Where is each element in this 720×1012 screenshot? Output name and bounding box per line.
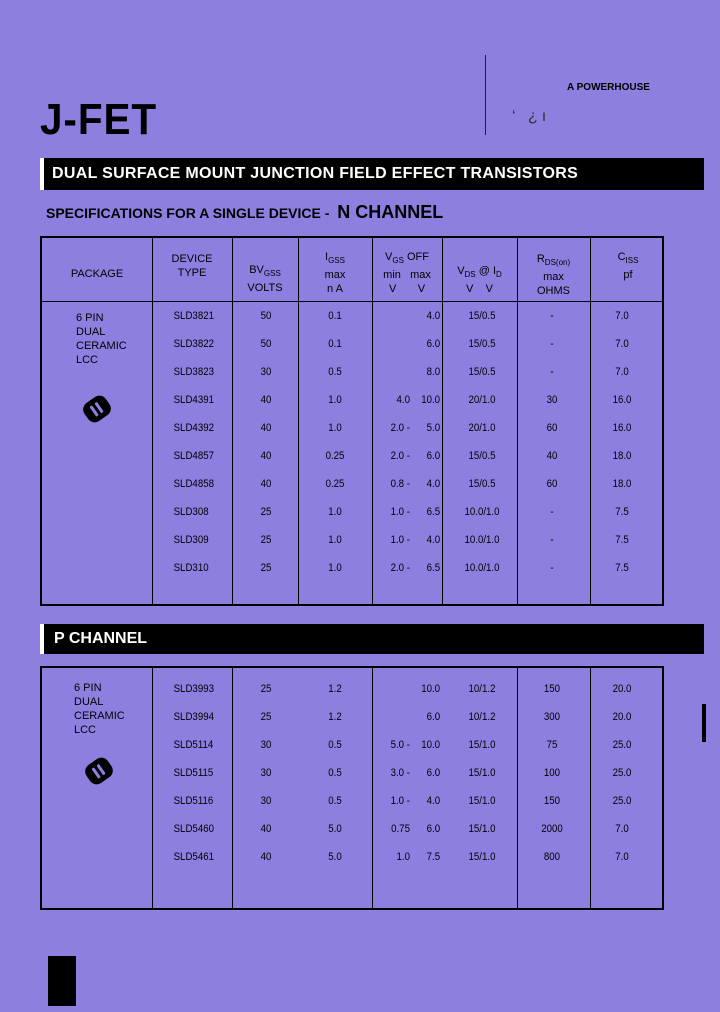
cell-bv: 50 (260, 338, 272, 350)
cell-vgs-min: 2.0 - (390, 450, 410, 462)
p-channel-table (40, 666, 664, 910)
cell-vgs-max: 5.0 (426, 422, 441, 434)
header-rds-max: max (543, 271, 564, 284)
cell-igss: 1.0 (328, 534, 342, 546)
lcc-chip-icon (82, 755, 116, 788)
cell-ciss: 7.5 (615, 506, 629, 518)
header-bv-main: BV (249, 264, 264, 276)
cell-vds-id: 15/1.0 (468, 795, 496, 807)
brand-tagline: A POWERHOUSE (567, 82, 650, 93)
cell-bv: 25 (260, 506, 272, 518)
cell-rds: 2000 (541, 823, 563, 835)
header-vds-id (442, 264, 517, 296)
cell-ciss: 7.0 (615, 823, 629, 835)
cell-vgs-min: 3.0 - (390, 767, 410, 779)
cell-bv: 40 (260, 422, 272, 434)
cell-device: SLD4391 (173, 394, 214, 406)
cell-ciss: 7.5 (615, 562, 629, 574)
cell-vds-id: 15/0.5 (468, 478, 496, 490)
header-rds-unit: OHMS (537, 285, 570, 298)
cell-vgs-max: 6.0 (426, 338, 441, 350)
cell-bv: 25 (260, 711, 272, 723)
header-separator (42, 301, 662, 302)
p-channel-banner (40, 624, 704, 654)
cell-bv: 30 (260, 739, 272, 751)
cell-ciss: 20.0 (612, 683, 632, 695)
cell-vgs-max: 8.0 (426, 366, 441, 378)
cell-device: SLD4858 (173, 478, 214, 490)
package-line: CERAMIC (74, 710, 125, 722)
cell-device: SLD4857 (173, 450, 214, 462)
package-line: 6 PIN (76, 312, 104, 324)
cell-bv: 40 (260, 478, 272, 490)
cell-vgs-max: 10.0 (421, 683, 441, 695)
header-vgs-min: min (383, 269, 401, 282)
package-line: DUAL (74, 696, 104, 708)
cell-rds: 60 (546, 478, 558, 490)
cell-rds: - (550, 338, 554, 350)
header-ciss (590, 250, 666, 282)
header-vgs-off-label: OFF (406, 251, 429, 263)
cell-igss: 0.5 (328, 795, 342, 807)
brand-logo-mark: ‘ ¿ı (512, 108, 551, 125)
header-vgs-sub: GS (392, 256, 404, 266)
cell-vgs-max: 10.0 (421, 394, 441, 406)
cell-device: SLD4392 (173, 422, 214, 434)
header-vds-at: @ (478, 265, 490, 277)
n-channel-table (40, 236, 664, 606)
cell-igss: 1.0 (328, 394, 342, 406)
jfet-logo: J-FET (40, 95, 158, 144)
cell-vds-id: 20/1.0 (468, 422, 496, 434)
header-device (152, 252, 232, 280)
cell-ciss: 7.0 (615, 851, 629, 863)
cell-vgs-min: 1.0 - (390, 534, 410, 546)
column-divider (152, 668, 153, 908)
cell-igss: 5.0 (328, 851, 342, 863)
cell-rds: - (550, 562, 554, 574)
header-vgs-v2: V (417, 283, 426, 296)
cell-vgs-max: 6.0 (426, 711, 441, 723)
header-igss-sub: GSS (328, 256, 345, 266)
cell-vgs-min: 1.0 - (390, 795, 410, 807)
cell-igss: 1.2 (328, 711, 342, 723)
cell-ciss: 7.5 (615, 534, 629, 546)
header-vds-sub: DS (464, 270, 476, 280)
cell-vds-id: 15/0.5 (468, 450, 496, 462)
cell-device: SLD5461 (173, 851, 214, 863)
spec-channel: N CHANNEL (337, 202, 444, 222)
cell-vgs-max: 4.0 (426, 478, 441, 490)
cell-vgs-min: 1.0 - (390, 506, 410, 518)
spec-prefix: SPECIFICATIONS FOR A SINGLE DEVICE - (46, 205, 330, 221)
cell-vgs-max: 10.0 (421, 739, 441, 751)
column-divider (517, 668, 518, 908)
package-line: LCC (74, 724, 97, 736)
cell-ciss: 7.0 (615, 310, 629, 322)
cell-device: SLD5460 (173, 823, 214, 835)
cell-ciss: 25.0 (612, 739, 632, 751)
cell-bv: 40 (260, 394, 272, 406)
cell-vds-id: 15/0.5 (468, 338, 496, 350)
cell-vgs-max: 6.5 (426, 562, 441, 574)
header-vds-v2: V (485, 283, 493, 296)
cell-ciss: 25.0 (612, 795, 632, 807)
package-description (76, 311, 127, 367)
cell-bv: 30 (260, 767, 272, 779)
cell-ciss: 16.0 (612, 422, 632, 434)
cell-vgs-max: 4.0 (426, 534, 441, 546)
header-bvgss (232, 263, 298, 295)
header-vgs-v1: V (388, 283, 397, 296)
cell-igss: 0.25 (325, 450, 345, 462)
spec-heading (46, 202, 443, 223)
cell-igss: 1.2 (328, 683, 342, 695)
header-igss-max: max (324, 269, 346, 282)
header-package: PACKAGE (70, 268, 124, 280)
cell-rds: - (550, 366, 554, 378)
cell-vgs-max: 6.0 (426, 450, 441, 462)
cell-device: SLD310 (173, 562, 209, 574)
cell-vgs-max: 6.0 (426, 823, 441, 835)
cell-rds: 150 (543, 795, 561, 807)
cell-vds-id: 15/0.5 (468, 310, 496, 322)
cell-bv: 50 (260, 310, 272, 322)
cell-igss: 1.0 (328, 506, 342, 518)
header-ciss-main: C (617, 251, 626, 263)
cell-igss: 0.5 (328, 767, 342, 779)
cell-bv: 40 (260, 851, 272, 863)
header-igss-unit: n A (327, 283, 343, 296)
header-vgs-main: V (385, 251, 393, 263)
header-device-l1: DEVICE (171, 253, 213, 265)
cell-device: SLD5115 (173, 767, 214, 779)
header-bv-unit: VOLTS (247, 282, 283, 295)
banner-accent (40, 158, 44, 190)
cell-device: SLD3823 (173, 366, 214, 378)
cell-vgs-min: 2.0 - (390, 562, 410, 574)
cell-ciss: 7.0 (615, 338, 629, 350)
cell-ciss: 25.0 (612, 767, 632, 779)
cell-device: SLD3993 (173, 683, 214, 695)
cell-bv: 25 (260, 534, 272, 546)
cell-bv: 25 (260, 562, 272, 574)
column-divider (372, 668, 373, 908)
cell-device: SLD3821 (173, 310, 214, 322)
cell-rds: 30 (546, 394, 558, 406)
p-channel-title: P CHANNEL (54, 630, 148, 647)
header-vgs-max: max (410, 269, 431, 282)
header-device-l2: TYPE (177, 267, 207, 279)
cell-bv: 40 (260, 823, 272, 835)
cell-ciss: 7.0 (615, 366, 629, 378)
column-divider (590, 238, 591, 604)
cell-igss: 0.1 (328, 338, 342, 350)
cell-vgs-max: 6.5 (426, 506, 441, 518)
header-vds-id-main: I (492, 265, 497, 277)
cell-vgs-min: 0.8 - (390, 478, 410, 490)
cell-vgs-min: 0.75 (391, 823, 410, 835)
header-igss (298, 250, 372, 296)
header-vds-id-sub: D (496, 270, 502, 280)
cell-device: SLD308 (173, 506, 209, 518)
cell-vgs-min: 5.0 - (390, 739, 410, 751)
cell-rds: 100 (543, 767, 561, 779)
cell-rds: 40 (546, 450, 558, 462)
main-title: DUAL SURFACE MOUNT JUNCTION FIELD EFFECT TRANSISTORS (52, 165, 579, 182)
header-vds-main: V (457, 265, 465, 277)
cell-vds-id: 10/1.2 (468, 683, 496, 695)
cell-vds-id: 15/1.0 (468, 851, 496, 863)
header-rds-main: R (536, 253, 545, 265)
page-tab-marker (48, 956, 76, 1006)
cell-device: SLD5116 (173, 795, 214, 807)
cell-bv: 30 (260, 366, 272, 378)
main-title-banner (40, 158, 704, 190)
cell-igss: 0.5 (328, 739, 342, 751)
cell-rds: 800 (543, 851, 561, 863)
header-rds-sub: DS(on) (544, 258, 571, 268)
package-line: CERAMIC (76, 340, 127, 352)
cell-ciss: 18.0 (612, 478, 632, 490)
cell-vds-id: 15/1.0 (468, 739, 496, 751)
package-line: LCC (76, 354, 99, 366)
cell-vgs-max: 4.0 (426, 310, 441, 322)
header-vgs-off (372, 250, 442, 296)
header-ciss-sub: ISS (625, 256, 639, 266)
cell-igss: 5.0 (328, 823, 342, 835)
cell-rds: 300 (543, 711, 561, 723)
cell-vds-id: 15/1.0 (468, 767, 496, 779)
column-divider (590, 668, 591, 908)
column-divider (232, 668, 233, 908)
cell-vds-id: 10.0/1.0 (464, 506, 500, 518)
header-vds-v: V (466, 283, 474, 296)
cell-vds-id: 20/1.0 (468, 394, 496, 406)
cell-bv: 25 (260, 683, 272, 695)
banner-accent (40, 624, 44, 654)
cell-vgs-max: 4.0 (426, 795, 441, 807)
package-line: 6 PIN (74, 682, 102, 694)
cell-vds-id: 15/0.5 (468, 366, 496, 378)
cell-ciss: 18.0 (612, 450, 632, 462)
cell-device: SLD309 (173, 534, 209, 546)
cell-vds-id: 10/1.2 (468, 711, 496, 723)
cell-vgs-max: 6.0 (426, 767, 441, 779)
cell-rds: 150 (543, 683, 561, 695)
cell-bv: 40 (260, 450, 272, 462)
cell-igss: 0.1 (328, 310, 342, 322)
cell-ciss: 20.0 (612, 711, 632, 723)
cell-igss: 0.25 (325, 478, 345, 490)
package-description (74, 681, 125, 737)
cell-vds-id: 15/1.0 (468, 823, 496, 835)
cell-vgs-min: 1.0 (396, 851, 410, 863)
cell-igss: 1.0 (328, 422, 342, 434)
cell-rds: 75 (546, 739, 558, 751)
margin-mark (702, 704, 706, 742)
cell-igss: 1.0 (328, 562, 342, 574)
header-rds (517, 252, 590, 298)
cell-device: SLD5114 (173, 739, 214, 751)
header-igss-main: I (325, 251, 329, 263)
header-bv-sub: GSS (263, 269, 281, 279)
cell-vds-id: 10.0/1.0 (464, 562, 500, 574)
cell-vgs-min: 4.0 (396, 394, 410, 406)
cell-rds: - (550, 310, 554, 322)
package-line: DUAL (76, 326, 106, 338)
cell-vds-id: 10.0/1.0 (464, 534, 500, 546)
cell-igss: 0.5 (328, 366, 342, 378)
column-divider (152, 238, 153, 604)
cell-vgs-max: 7.5 (426, 851, 441, 863)
cell-rds: 60 (546, 422, 558, 434)
cell-vgs-min: 2.0 - (390, 422, 410, 434)
header-divider (485, 55, 486, 135)
header-ciss-unit: pf (623, 269, 633, 282)
cell-ciss: 16.0 (612, 394, 632, 406)
cell-device: SLD3994 (173, 711, 214, 723)
cell-rds: - (550, 506, 554, 518)
cell-bv: 30 (260, 795, 272, 807)
cell-device: SLD3822 (173, 338, 214, 350)
cell-rds: - (550, 534, 554, 546)
lcc-chip-icon (80, 393, 114, 426)
